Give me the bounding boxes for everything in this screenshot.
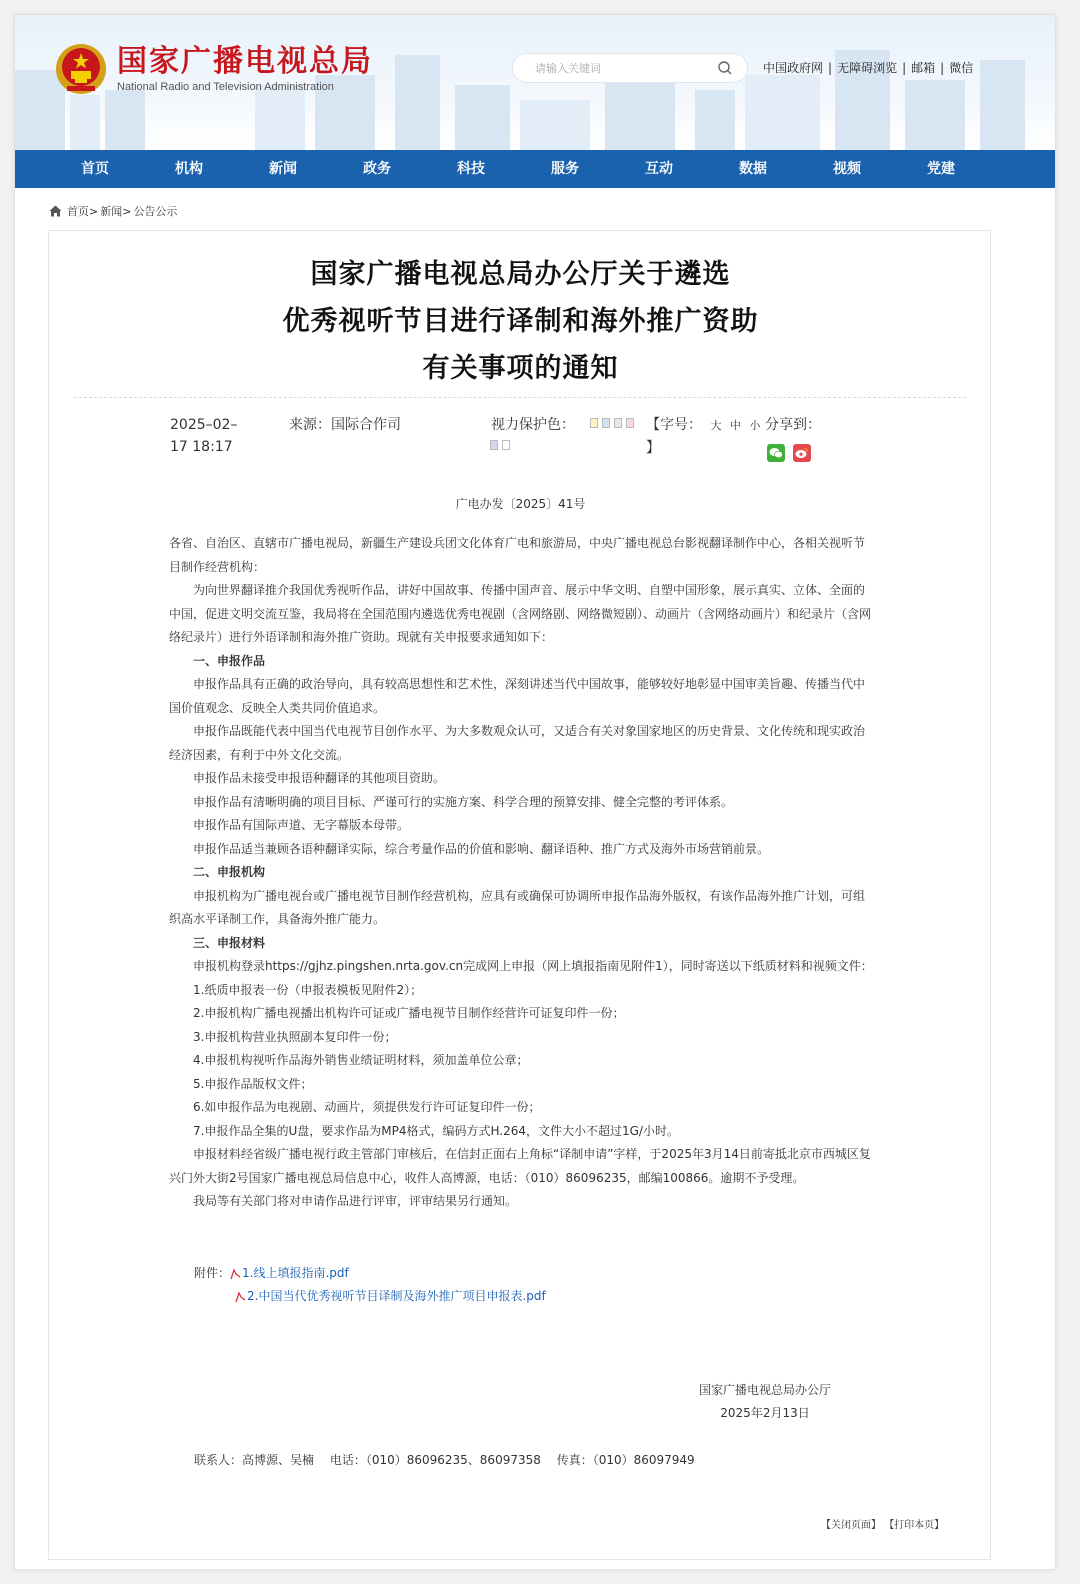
article-paragraph: 申报作品适当兼顾各语种翻译实际，综合考量作品的价值和影响、翻译语种、推广方式及海外市场营销前景。 <box>193 841 770 856</box>
weibo-share-icon[interactable] <box>793 444 811 462</box>
section-heading: 二、申报机构 <box>193 865 266 879</box>
link-accessibility[interactable]: 无障碍浏览 <box>837 61 898 75</box>
link-separator: | <box>940 60 945 75</box>
share-icons <box>767 444 819 462</box>
eye-protection-label: 视力保护色： <box>491 417 575 433</box>
header-banner <box>15 15 1056 150</box>
publish-date <box>170 414 260 458</box>
swatch-blue[interactable] <box>602 418 610 428</box>
nav-video[interactable]: 视频 <box>833 161 861 177</box>
article-paragraph: 5.申报作品版权文件； <box>193 1076 313 1091</box>
section-heading: 一、申报作品 <box>193 653 266 668</box>
link-separator: | <box>902 60 907 75</box>
close-page-link[interactable]: 【关闭页面】 <box>821 1520 881 1531</box>
page-actions <box>821 1516 944 1531</box>
link-wechat[interactable]: 微信 <box>949 61 974 75</box>
print-page-link[interactable]: 【打印本页】 <box>884 1520 945 1531</box>
share-label: 分享到： <box>765 417 821 433</box>
brand-name-en: National Radio and Television Administration <box>117 81 334 93</box>
article-paragraph: 1.纸质申报表一份（申报表模板见附件2）； <box>193 982 423 997</box>
nav-news[interactable]: 新闻 <box>269 161 297 177</box>
link-gov-cn[interactable]: 中国政府网 <box>763 61 824 75</box>
swatch-pink[interactable] <box>626 418 634 428</box>
title-line: 优秀视听节目进行译制和海外推广资助 <box>282 306 759 337</box>
pdf-icon <box>230 1268 241 1280</box>
swatch-purple[interactable] <box>490 440 498 450</box>
pdf-icon <box>235 1291 246 1303</box>
swatch-white[interactable] <box>502 440 510 450</box>
article-paragraph: 各省、自治区、直辖市广播电视局，新疆生产建设兵团文化体育广电和旅游局，中央广播电视总台影视翻译制作中心，各相关视听节目制作经营机构： <box>169 536 866 574</box>
attachment-link-guide[interactable]: 1.线上填报指南.pdf <box>242 1266 349 1280</box>
article-paragraph: 申报材料经省级广播电视行政主管部门审核后，在信封正面右上角标“译制申请”字样，于2025年3月14日前寄抵北京市西城区复兴门外大街2号国家广播电视总局信息中心，收件人高博源，电话：（010）86096235，邮编100866。逾期不予受理。 <box>169 1147 871 1185</box>
swatch-yellow[interactable] <box>590 418 598 428</box>
article-paragraph: 申报作品具有正确的政治导向，具有较高思想性和艺术性，深刻讲述当代中国故事，能够较好地彰显中国审美旨趣、传播当代中国价值观念、反映全人类共同价值追求。 <box>169 677 866 715</box>
breadcrumb-news[interactable]: 新闻> <box>100 205 132 218</box>
nav-government-affairs[interactable]: 政务 <box>363 161 391 177</box>
section-heading: 三、申报材料 <box>193 935 266 950</box>
attachment-row <box>194 1262 546 1285</box>
eye-color-swatches-row2 <box>490 440 514 450</box>
search-icon[interactable] <box>717 60 733 76</box>
article-panel <box>48 230 991 1560</box>
publish-date-line: 2025–02– <box>170 417 238 433</box>
search-input[interactable] <box>535 62 717 75</box>
eye-color-swatches <box>590 418 638 428</box>
home-icon <box>49 205 62 217</box>
article-title <box>49 251 992 392</box>
article-paragraph: 申报作品有国际声道、无字幕版本母带。 <box>193 818 410 832</box>
link-separator: | <box>828 60 833 75</box>
site-logo[interactable] <box>55 43 373 95</box>
search-box <box>512 53 748 83</box>
font-size-close-bracket: 】 <box>646 440 660 456</box>
nav-technology[interactable]: 科技 <box>457 161 485 177</box>
font-size-small[interactable]: 小 <box>749 419 761 432</box>
article-paragraph: 申报作品有清晰明确的项目目标、严谨可行的实施方案、科学合理的预算安排、健全完整的考评体系。 <box>193 794 734 809</box>
article-paragraph: 4.申报机构视听作品海外销售业绩证明材料，须加盖单位公章； <box>193 1053 529 1067</box>
article-paragraph: 2.申报机构广播电视播出机构许可证或广播电视节目制作经营许可证复印件一份； <box>193 1006 625 1020</box>
main-nav <box>15 150 1056 188</box>
top-links <box>763 59 973 76</box>
article-paragraph: 3.申报机构营业执照副本复印件一份； <box>193 1029 397 1044</box>
signer-name: 国家广播电视总局办公厅 <box>699 1383 832 1397</box>
sign-date: 2025年2月13日 <box>720 1406 810 1420</box>
link-mailbox[interactable]: 邮箱 <box>911 61 936 75</box>
attachments-label: 附件： <box>194 1266 231 1280</box>
publish-date-line: 17 18:17 <box>170 439 233 455</box>
wechat-share-icon[interactable] <box>767 444 785 462</box>
article-paragraph: 申报机构为广播电视台或广播电视节目制作经营机构，应具有或确保可协调所申报作品海外版权，有该作品海外推广计划，可组织高水平译制工作，具备海外推广能力。 <box>169 888 866 926</box>
breadcrumb-announcements[interactable]: 公告公示 <box>133 205 178 218</box>
nav-interaction[interactable]: 互动 <box>645 161 673 177</box>
breadcrumb-home[interactable]: 首页> <box>67 205 99 218</box>
title-line: 国家广播电视总局办公厅关于遴选 <box>310 259 731 290</box>
article-paragraph: 为向世界翻译推介我国优秀视听作品，讲好中国故事、传播中国声音、展示中华文明、自塑中国形象，展示真实、立体、全面的中国，促进文明交流互鉴，我局将在全国范围内遴选优秀电视剧（含网络剧、网络微短剧）、动画片（含网络动画片）和纪录片（含网络纪录片）进行外语译制和海外推广资助。现就有关申报要求通知如下： <box>169 583 872 644</box>
article-paragraph: 7.申报作品全集的U盘，要求作品为MP4格式，编码方式H.264，文件大小不超过1G/小时。 <box>193 1123 679 1138</box>
attachment-row <box>194 1285 546 1308</box>
article-paragraph: 申报机构登录https://gjhz.pingshen.nrta.gov.cn完成网上申报（网上填报指南见附件1），同时寄送以下纸质材料和视频文件： <box>193 959 873 973</box>
signature-block <box>699 1379 831 1425</box>
breadcrumb <box>49 203 179 219</box>
document-number: 广电办发〔2025〕41号 <box>455 497 586 511</box>
article-body <box>169 532 874 1214</box>
font-size-medium[interactable]: 中 <box>729 419 741 432</box>
article-paragraph: 6.如申报作品为电视剧、动画片，须提供发行许可证复印件一份； <box>193 1100 541 1114</box>
nav-organization[interactable]: 机构 <box>175 161 203 177</box>
title-divider <box>74 397 966 398</box>
font-size-control <box>646 414 760 434</box>
brand-name-cn: 国家广播电视总局 <box>117 44 373 79</box>
font-size-large[interactable]: 大 <box>710 419 722 432</box>
title-line: 有关事项的通知 <box>422 353 619 384</box>
national-emblem-icon <box>55 43 107 95</box>
font-size-label: 【字号： <box>646 417 702 433</box>
nav-home[interactable]: 首页 <box>81 161 109 177</box>
nav-services[interactable]: 服务 <box>551 161 579 177</box>
attachments <box>194 1262 546 1308</box>
contact-info: 联系人：高博源、吴楠 电话：（010）86096235、86097358 传真：（010）86097949 <box>194 1453 695 1467</box>
swatch-gray[interactable] <box>614 418 622 428</box>
article-paragraph: 申报作品未接受申报语种翻译的其他项目资助。 <box>193 771 446 785</box>
page-frame <box>14 14 1056 1570</box>
nav-data[interactable]: 数据 <box>739 161 767 177</box>
attachment-link-form[interactable]: 2.中国当代优秀视听节目译制及海外推广项目申报表.pdf <box>247 1289 546 1303</box>
article-paragraph: 我局等有关部门将对申请作品进行评审，评审结果另行通知。 <box>193 1194 518 1208</box>
article-source: 来源：国际合作司 <box>289 417 401 433</box>
article-paragraph: 申报作品既能代表中国当代电视节目创作水平、为大多数观众认可，又适合有关对象国家地区的历史背景、文化传统和现实政治经济因素，有利于中外文化交流。 <box>169 724 866 762</box>
nav-party[interactable]: 党建 <box>927 161 955 177</box>
